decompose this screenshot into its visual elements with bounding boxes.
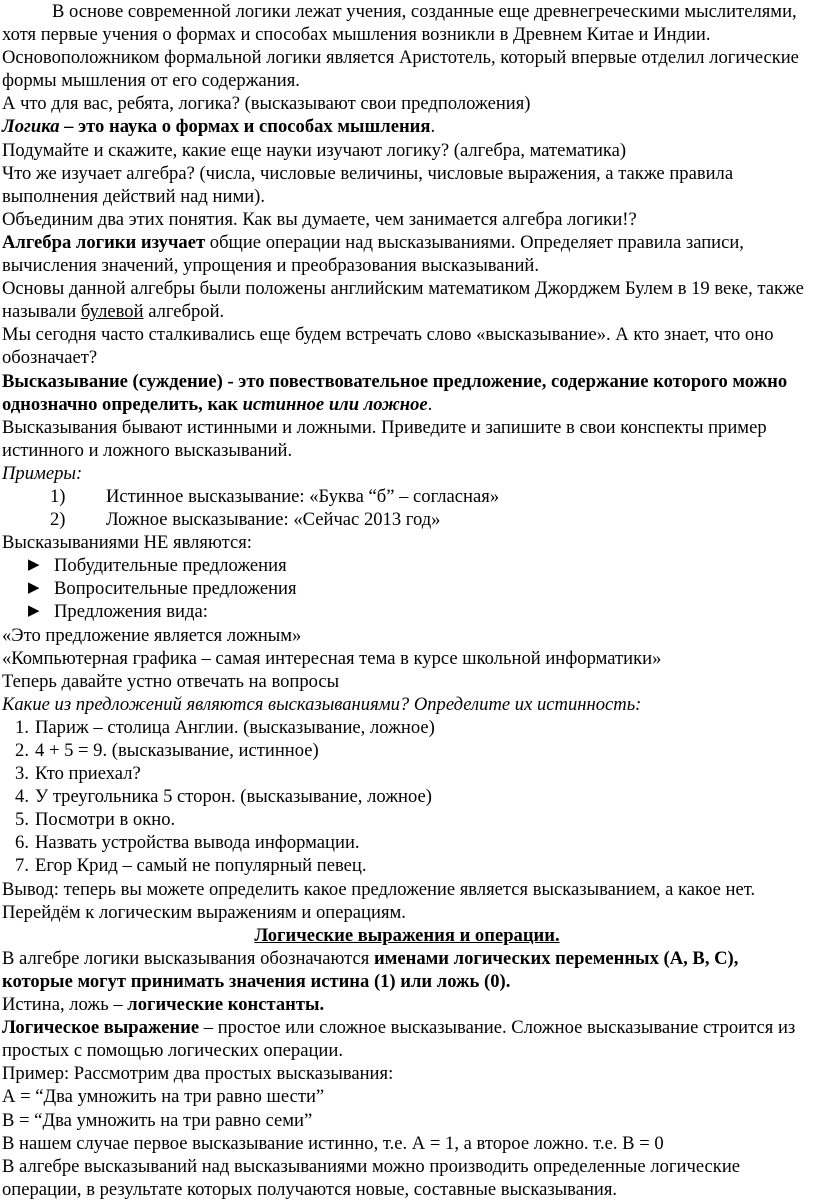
statement-question-paragraph: Мы сегодня часто сталкивались еще будем встречать слово «высказывание». А кто знает, что оно обозначает? [2, 324, 774, 369]
true-false-paragraph: Высказывания бывают истинными и ложными. Приведите и запишите в свои конспекты пример истинного и ложного высказываний. [2, 416, 767, 461]
task-question: Какие из предложений являются высказываниями? Определите их истинность: [2, 693, 642, 715]
triangle-bullet-icon: ▶ [28, 603, 40, 620]
constants-paragraph: Истина, ложь – логические константы. [2, 994, 325, 1016]
list-item: 1) Истинное высказывание: «Буква “б” – согласная» [50, 485, 500, 507]
sentences-list [2, 716, 812, 878]
list-item: 6. Назвать устройства вывода информации. [15, 832, 360, 854]
list-item: 5. Посмотри в окно. [15, 809, 176, 831]
sciences-paragraph: Подумайте и скажите, какие еще науки изучают логику? (алгебра, математика) [2, 139, 627, 161]
oral-questions-paragraph: Теперь давайте устно отвечать на вопросы [2, 670, 340, 692]
triangle-bullet-icon: ▶ [28, 557, 40, 574]
quote-line: «Это предложение является ложным» [2, 624, 302, 646]
list-item: ▶ Вопросительные предложения [28, 578, 297, 600]
list-item: 1. Париж – столица Англии. (высказывание, ложное) [15, 716, 435, 738]
list-item: ▶ Предложения вида: [28, 601, 208, 623]
list-item: 3. Кто приехал? [15, 763, 141, 785]
not-statements-label: Высказываниями НЕ являются: [2, 532, 252, 554]
combine-paragraph: Объединим два этих понятия. Как вы думаете, чем занимается алгебра логики!? [2, 208, 637, 230]
operations-paragraph: В алгебре высказываний над высказываниями можно производить определенные логические операции, в результате которых получаются новые, составные высказывания. [2, 1155, 741, 1200]
list-item: 7. Егор Крид – самый не популярный певец. [15, 855, 367, 877]
section-heading: Логические выражения и операции. [254, 924, 560, 946]
list-item: ▶ Побудительные предложения [28, 555, 287, 577]
variables-paragraph: В алгебре логики высказывания обозначаются именами логических переменных (А, В, С), которые могут принимать значения истина (1) или ложь (0). [2, 947, 739, 992]
boolean-word: булевой [80, 301, 144, 323]
intro-paragraph: В основе современной логики лежат учения, созданные еще древнегреческими мыслителями, хотя первые учения о формах и способах мышления возникли в Древнем Китае и Индии. Основоположником формальной логики является Аристотель, который впервые отделил логические формы мышления от его содержания. [2, 1, 799, 92]
statement-a: А = “Два умножить на три равно шести” [2, 1086, 325, 1108]
logic-definition-text: – это наука о формах и способах мышления [59, 116, 431, 138]
logic-definition: Логика – это наука о формах и способах мышления. [2, 116, 436, 138]
algebra-logic-paragraph: Алгебра логики изучает общие операции над высказываниями. Определяет правила записи, вычисления значений, упрощения и преобразования высказываний. [2, 231, 744, 277]
expression-paragraph: Логическое выражение – простое или сложное высказывание. Сложное высказывание строится из простых с помощью логических операции. [2, 1017, 796, 1062]
list-item: 4. У треугольника 5 сторон. (высказывание, ложное) [15, 786, 432, 808]
statement-b: В = “Два умножить на три равно семи” [2, 1109, 313, 1131]
logic-term: Логика [2, 116, 60, 138]
list-item: 2. 4 + 5 = 9. (высказывание, истинное) [15, 740, 319, 761]
conclusion-paragraph: Вывод: теперь вы можете определить какое предложение является высказыванием, а какое нет. Перейдём к логическим выражениям и операциям. [2, 878, 756, 923]
examples-list [2, 485, 812, 531]
not-statements-list [2, 554, 812, 623]
examples-label: Примеры: [2, 462, 83, 484]
list-item: 2) Ложное высказывание: «Сейчас 2013 год» [50, 509, 441, 531]
quote-line: «Компьютерная графика – самая интересная тема в курсе школьной информатики» [2, 647, 662, 669]
statement-definition: Высказывание (суждение) - это повествовательное предложение, содержание которого можно однозначно определить, как истинное или ложное. [2, 370, 788, 415]
question-logic-paragraph: А что для вас, ребята, логика? (высказывают свои предположения) [2, 93, 531, 115]
algebra-paragraph: Что же изучает алгебра? (числа, числовые величины, числовые выражения, а также правила выполнения действий над ними). [2, 162, 734, 207]
truth-values-paragraph: В нашем случае первое высказывание истинно, т.е. А = 1, а второе ложно. т.е. В = 0 [2, 1132, 664, 1154]
triangle-bullet-icon: ▶ [28, 580, 40, 597]
example-intro: Пример: Рассмотрим два простых высказывания: [2, 1063, 394, 1085]
boole-paragraph: Основы данной алгебры были положены английским математиком Джорджем Булем в 19 веке, также называли булевой алгеброй. [2, 278, 804, 323]
